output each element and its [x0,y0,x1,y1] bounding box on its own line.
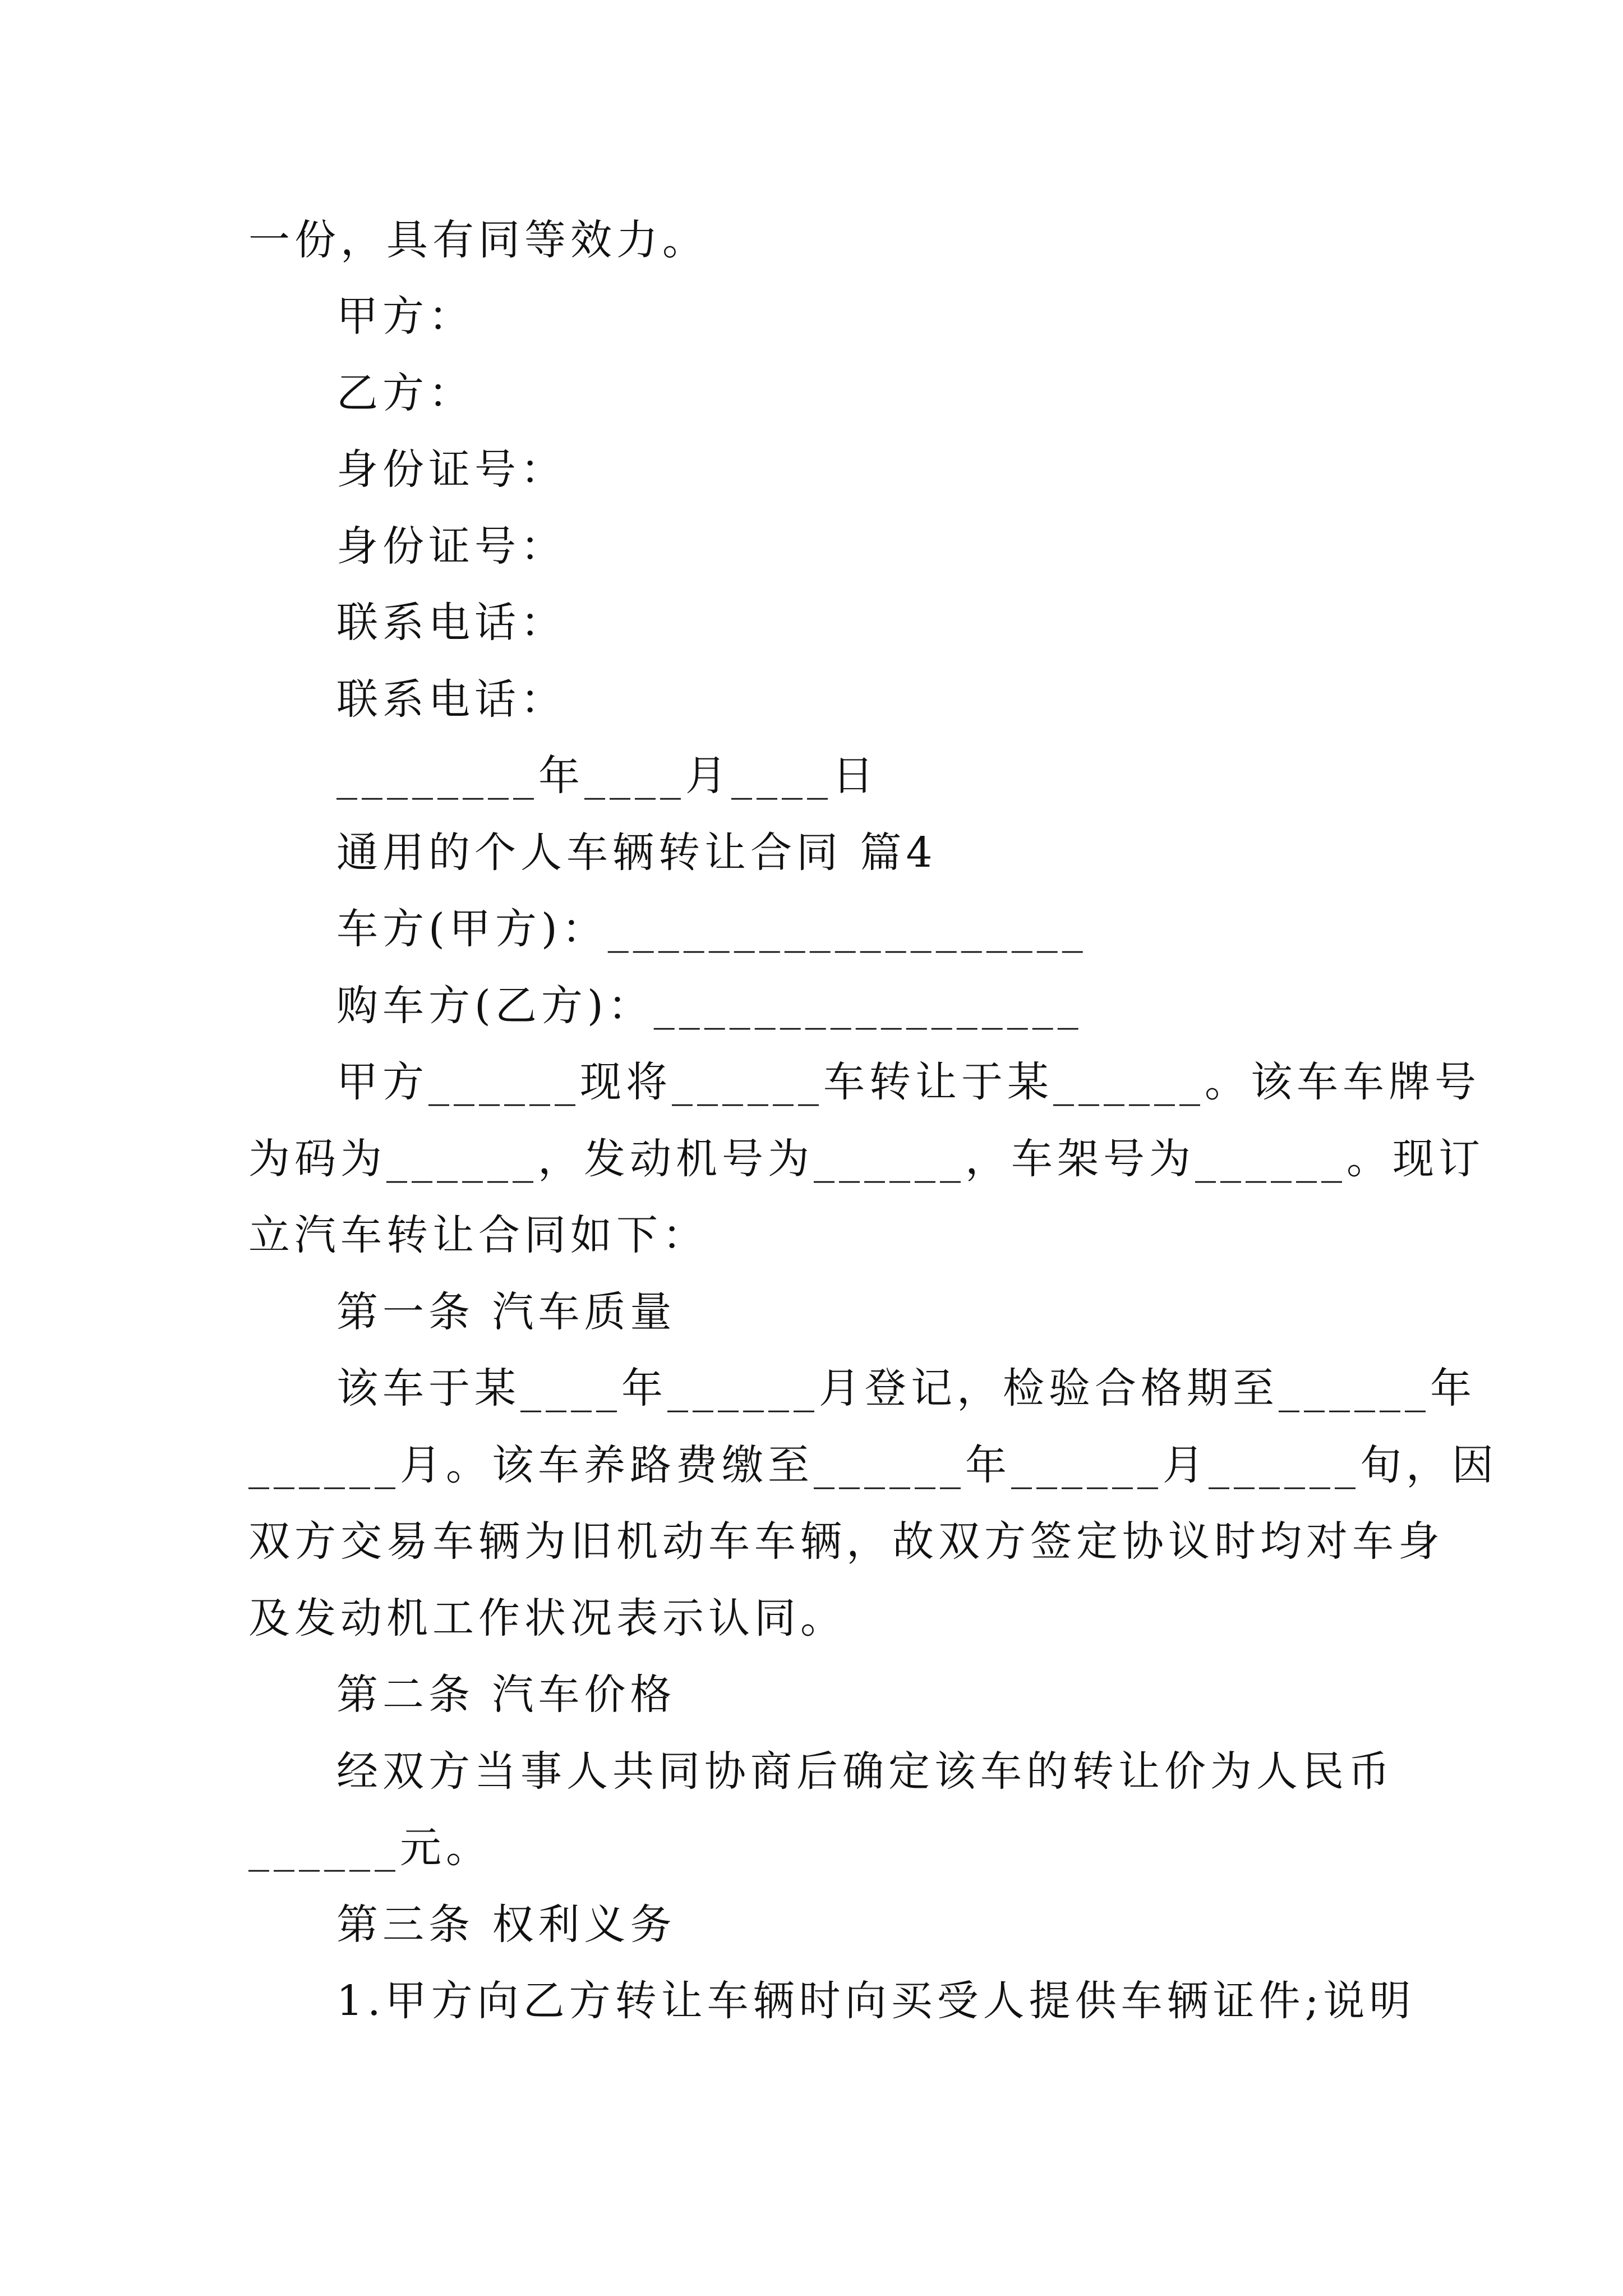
text-line: 1.甲方向乙方转让车辆时向买受人提供车辆证件;说明 [336,1977,1415,2025]
text-line: 经双方当事人共同协商后确定该车的转让价为人民币 [336,1747,1394,1796]
text-line: 为码为______，发动机号为______，车架号为______。现订 [248,1135,1484,1183]
text-line: 甲方： [336,292,474,341]
text-line: 一份，具有同等效力。 [248,216,708,264]
date-line: ________年____月____日 [336,752,878,800]
text-line: ______月。该车养路费缴至______年______月______旬，因 [248,1441,1498,1489]
text-line: ______元。 [248,1824,492,1872]
text-line: 双方交易车辆为旧机动车车辆，故双方签定协议时均对车身 [248,1517,1444,1566]
section-heading: 通用的个人车辆转让合同 篇4 [336,829,937,877]
text-line: 车方(甲方)：___________________ [336,905,1087,953]
text-line: 甲方______现将______车转让于某______。该车车牌号 [336,1058,1481,1106]
text-line: 身份证号： [336,445,566,494]
text-line: 该车于某____年______月登记，检验合格期至______年 [336,1364,1476,1412]
text-line: 立汽车转让合同如下： [248,1211,708,1259]
text-line: 联系电话： [336,675,566,724]
article-heading: 第三条 权利义务 [336,1901,676,1949]
text-line: 乙方： [336,369,474,417]
text-line: 联系电话： [336,599,566,647]
text-line: 身份证号： [336,522,566,570]
article-heading: 第二条 汽车价格 [336,1671,676,1719]
text-line: 购车方(乙方)：_________________ [336,982,1083,1030]
text-line: 及发动机工作状况表示认同。 [248,1594,846,1642]
article-heading: 第一条 汽车质量 [336,1288,676,1336]
